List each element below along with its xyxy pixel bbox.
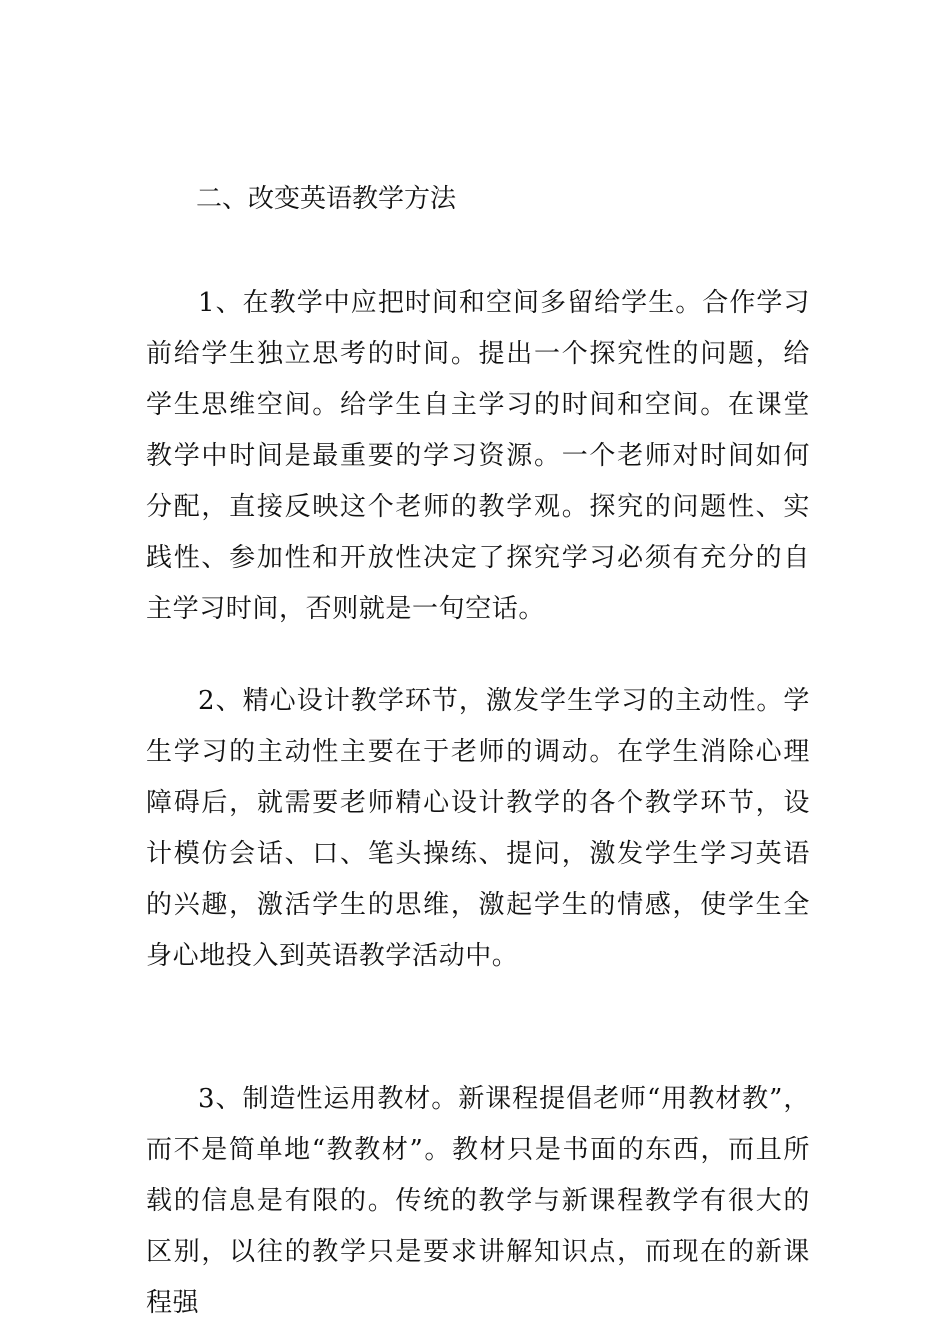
paragraph-3: 3、制造性运用教材。新课程提倡老师“用教材教”，而不是简单地“教教材”。教材只是书面的东西，而且所载的信息是有限的。传统的教学与新课程教学有很大的区别，以往的教学只是要求讲解知识点，而现在的新课程强 bbox=[146, 1084, 810, 1318]
paragraph-1: 1、在教学中应把时间和空间多留给学生。合作学习前给学生独立思考的时间。提出一个探究性的问题，给学生思维空间。给学生自主学习的时间和空间。在课堂教学中时间是最重要的学习资源。一个老师对时间如何分配，直接反映这个老师的教学观。探究的问题性、实践性、参加性和开放性决定了探究学习必须有充分的自主学习时间，否则就是一句空话。 bbox=[146, 288, 810, 624]
section-heading: 二、改变英语教学方法 bbox=[196, 184, 457, 214]
paragraph-2: 2、精心设计教学环节，激发学生学习的主动性。学生学习的主动性主要在于老师的调动。在学生消除心理障碍后，就需要老师精心设计教学的各个教学环节，设计模仿会话、口、笔头操练、提问，激发学生学习英语的兴趣，激活学生的思维，激起学生的情感，使学生全身心地投入到英语教学活动中。 bbox=[146, 686, 810, 971]
